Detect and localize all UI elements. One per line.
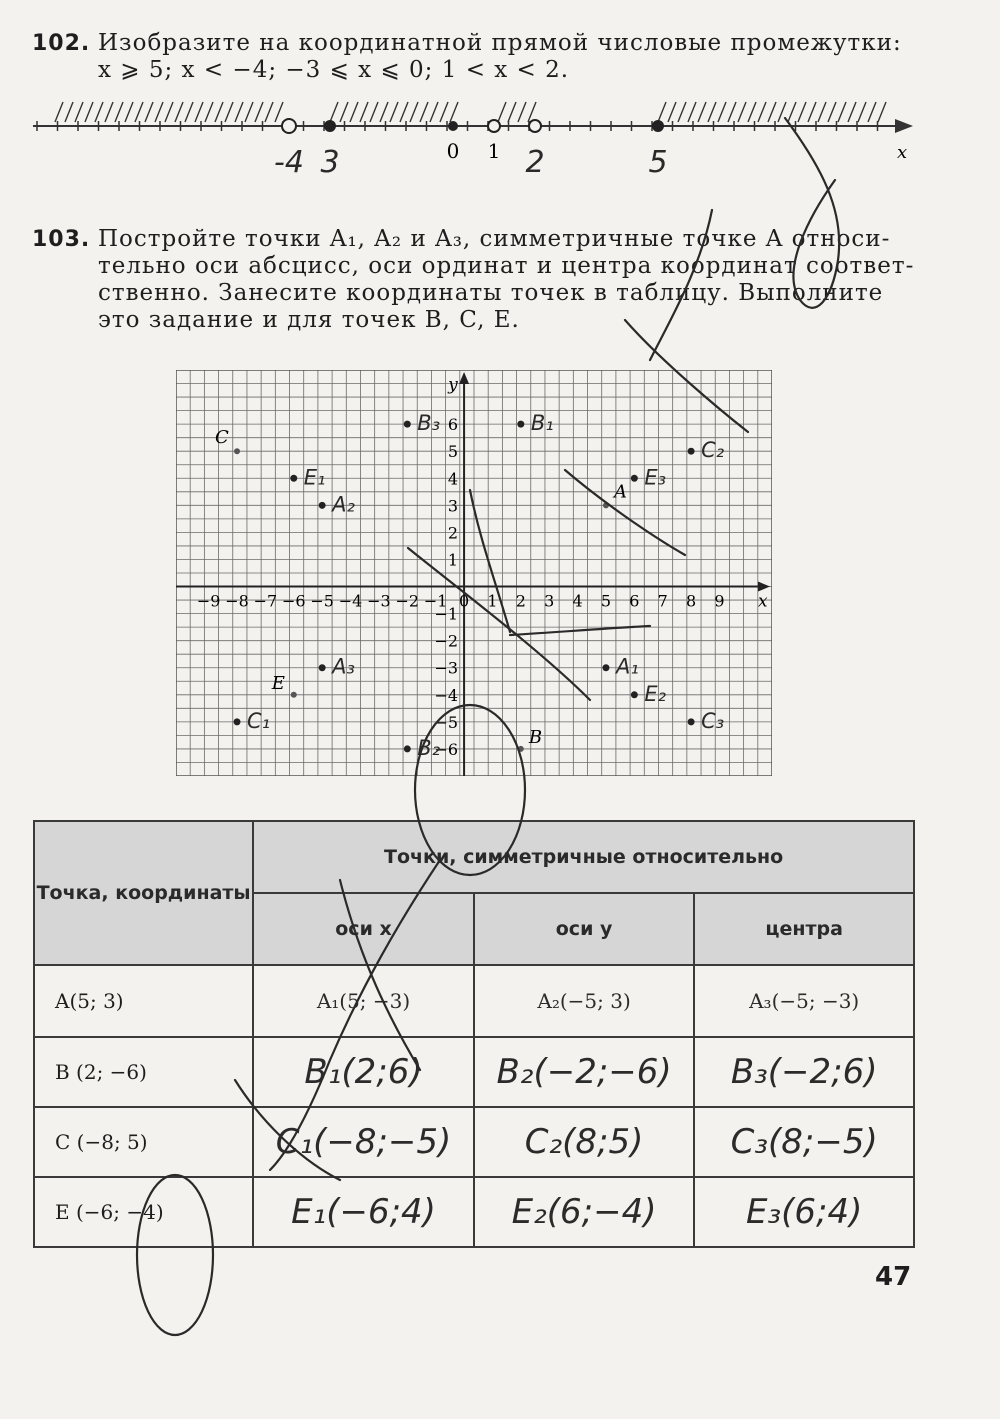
shading-hatch [798, 102, 806, 122]
handwritten-point [234, 718, 241, 725]
shading-hatch [748, 102, 756, 122]
shading-hatch [75, 102, 83, 122]
shading-hatch [235, 102, 243, 122]
shading-hatch [420, 102, 428, 122]
number-line [25, 88, 915, 183]
shading-hatch [155, 102, 163, 122]
shading-hatch [255, 102, 263, 122]
handwritten-point [602, 664, 609, 671]
cell-center: E₃(6;4) [694, 1177, 914, 1247]
open-endpoint [488, 120, 500, 132]
shading-hatch [225, 102, 233, 122]
shading-hatch [135, 102, 143, 122]
cell-axis-y: E₂(6;−4) [474, 1177, 695, 1247]
cell-axis-y: C₂(8;5) [474, 1107, 695, 1177]
open-endpoint [282, 119, 296, 133]
task-102 [32, 30, 916, 84]
x-tick-label: −9 [196, 591, 221, 611]
handwritten-point [404, 745, 411, 752]
y-tick-label: 3 [447, 496, 459, 516]
shading-hatch [95, 102, 103, 122]
shading-hatch [105, 102, 113, 122]
handwritten-point-label: B₂ [417, 735, 441, 760]
shading-hatch [370, 102, 378, 122]
task-line: это задание и для точек B, C, E. [98, 307, 520, 333]
shading-hatch [125, 102, 133, 122]
shading-hatch [678, 102, 686, 122]
x-tick-label: −1 [423, 591, 448, 611]
point-marker [518, 746, 524, 752]
row-point: E (−6; −4) [34, 1177, 253, 1247]
handwritten-point-label: A₂ [332, 492, 355, 517]
y-tick-label: −6 [434, 739, 459, 759]
handwritten-point-label: E₃ [644, 465, 667, 490]
shading-hatch [145, 102, 153, 122]
shading-hatch [498, 102, 506, 122]
shading-hatch [848, 102, 856, 122]
point-label: E [271, 672, 285, 694]
shading-hatch [340, 102, 348, 122]
task-line: тельно оси абсцисс, оси ординат и центра координат соответ- [98, 253, 915, 279]
shading-hatch [788, 102, 796, 122]
y-tick-label: 6 [447, 415, 459, 435]
handwritten-point [319, 502, 326, 509]
x-tick-label: −7 [253, 591, 278, 611]
y-tick-label: −2 [434, 631, 459, 651]
shading-hatch [195, 102, 203, 122]
shading-hatch [400, 102, 408, 122]
shading-hatch [708, 102, 716, 122]
shading-hatch [115, 102, 123, 122]
task-line: ственно. Занесите координаты точек в таблицу. Выполните [98, 280, 884, 306]
cell-axis-x: B₁(2;6) [253, 1037, 474, 1107]
header-center: центра [694, 893, 914, 965]
shading-hatch [85, 102, 93, 122]
closed-endpoint [324, 120, 336, 132]
shading-hatch [768, 102, 776, 122]
shading-hatch [275, 102, 283, 122]
handwritten-label: 3 [320, 145, 340, 180]
point-label: C [215, 427, 229, 449]
task-103 [32, 226, 916, 334]
y-tick-label: −3 [434, 658, 459, 678]
shading-hatch [165, 102, 173, 122]
point-marker [291, 692, 297, 698]
shading-hatch [360, 102, 368, 122]
shading-hatch [350, 102, 358, 122]
shading-hatch [698, 102, 706, 122]
table-row [34, 1177, 914, 1247]
task-line: Постройте точки A₁, A₂ и A₃, симметричные точке A относи- [98, 226, 891, 252]
cell-axis-y: A₂(−5; 3) [474, 965, 695, 1037]
shading-hatch [440, 102, 448, 122]
handwritten-point [319, 664, 326, 671]
x-tick-label: 3 [544, 591, 555, 611]
handwritten-point [631, 475, 638, 482]
shading-hatch [528, 102, 536, 122]
shading-hatch [390, 102, 398, 122]
table-row [34, 965, 914, 1037]
shading-hatch [658, 102, 666, 122]
row-point: A(5; 3) [34, 965, 253, 1037]
table-row [34, 1037, 914, 1107]
x-tick-label: 7 [657, 591, 668, 611]
handwritten-label: 2 [525, 145, 545, 180]
axis-label: x [897, 142, 908, 163]
shading-hatch [330, 102, 338, 122]
handwritten-label: -4 [274, 145, 304, 180]
cell-axis-x: C₁(−8;−5) [253, 1107, 474, 1177]
x-tick-label: 1 [487, 591, 498, 611]
shading-hatch [65, 102, 73, 122]
x-tick-label: −6 [281, 591, 306, 611]
x-tick-label: −8 [225, 591, 249, 611]
shading-hatch [185, 102, 193, 122]
point-label: B [528, 726, 543, 748]
shading-hatch [55, 102, 63, 122]
coordinate-grid [176, 370, 772, 776]
cell-axis-x: A₁(5; −3) [253, 965, 474, 1037]
row-point: C (−8; 5) [34, 1107, 253, 1177]
x-tick-label: 8 [686, 591, 697, 611]
tick-label: 1 [487, 139, 501, 163]
handwritten-point [290, 475, 297, 482]
shading-hatch [878, 102, 886, 122]
y-axis-label: y [448, 375, 458, 395]
handwritten-point-label: C₃ [701, 708, 725, 733]
shading-hatch [265, 102, 273, 122]
y-tick-label: 5 [447, 442, 459, 462]
x-axis-label: x [758, 591, 768, 612]
x-tick-label: −3 [367, 591, 391, 611]
shading-hatch [818, 102, 826, 122]
tick-label: 0 [446, 139, 460, 163]
shading-hatch [518, 102, 526, 122]
x-tick-label: 6 [629, 591, 640, 611]
cell-axis-y: B₂(−2;−6) [474, 1037, 695, 1107]
shading-hatch [245, 102, 253, 122]
task-text [98, 226, 916, 334]
x-tick-label: −2 [395, 591, 420, 611]
cell-center: B₃(−2;6) [694, 1037, 914, 1107]
row-point: B (2; −6) [34, 1037, 253, 1107]
header-symmetric: Точки, симметричные относительно [253, 821, 914, 893]
shading-hatch [668, 102, 676, 122]
point-marker [234, 448, 240, 454]
header-axis-y: оси y [474, 893, 695, 965]
point-label: A [613, 481, 627, 503]
header-point: Точка, координаты [34, 821, 253, 965]
point-marker [603, 502, 609, 508]
cell-center: C₃(8;−5) [694, 1107, 914, 1177]
x-tick-label: 0 [458, 591, 470, 611]
shading-hatch [808, 102, 816, 122]
x-tick-label: 9 [714, 591, 725, 611]
handwritten-point-label: C₂ [701, 438, 725, 463]
shading-hatch [738, 102, 746, 122]
y-tick-label: −1 [434, 604, 459, 624]
header-axis-x: оси x [253, 893, 474, 965]
y-tick-label: −5 [434, 712, 459, 732]
shading-hatch [430, 102, 438, 122]
axis-arrow [895, 119, 913, 133]
handwritten-point-label: E₁ [303, 465, 326, 490]
handwritten-label: 5 [648, 145, 668, 180]
x-tick-label: 5 [600, 591, 612, 611]
task-text [98, 30, 916, 84]
task-line: x ⩾ 5; x < −4; −3 ⩽ x ⩽ 0; 1 < x < 2. [98, 57, 570, 83]
x-tick-label: 4 [572, 591, 583, 611]
handwritten-point [688, 718, 695, 725]
x-tick-label: 2 [515, 591, 526, 611]
cell-center: A₃(−5; −3) [694, 965, 914, 1037]
shading-hatch [838, 102, 846, 122]
handwritten-point-label: B₃ [417, 411, 441, 436]
shading-hatch [205, 102, 213, 122]
x-tick-label: −4 [338, 591, 363, 611]
closed-endpoint [652, 120, 664, 132]
shading-hatch [868, 102, 876, 122]
shading-hatch [410, 102, 418, 122]
x-axis-arrow [758, 582, 770, 592]
y-tick-label: 2 [447, 523, 459, 543]
task-number: 102. [32, 31, 91, 56]
y-axis-arrow [459, 372, 469, 384]
handwritten-point-label: E₂ [644, 681, 667, 706]
table-row [34, 1107, 914, 1177]
open-endpoint [529, 120, 541, 132]
handwritten-point [631, 691, 638, 698]
handwritten-point-label: B₁ [530, 411, 554, 436]
handwritten-point-label: A₁ [615, 654, 639, 679]
shading-hatch [215, 102, 223, 122]
shading-hatch [175, 102, 183, 122]
x-tick-label: −5 [310, 591, 334, 611]
symmetry-table [33, 820, 915, 1248]
shading-hatch [828, 102, 836, 122]
page-number: 47 [875, 1262, 912, 1292]
handwritten-point-label: A₃ [332, 654, 355, 679]
handwritten-point [688, 448, 695, 455]
shading-hatch [508, 102, 516, 122]
shading-hatch [450, 102, 458, 122]
y-tick-label: 4 [447, 469, 459, 489]
shading-hatch [858, 102, 866, 122]
cell-axis-x: E₁(−6;4) [253, 1177, 474, 1247]
shading-hatch [778, 102, 786, 122]
handwritten-point [517, 421, 524, 428]
y-tick-label: 1 [447, 550, 459, 570]
handwritten-point [404, 421, 411, 428]
shading-hatch [728, 102, 736, 122]
shading-hatch [688, 102, 696, 122]
shading-hatch [718, 102, 726, 122]
shading-hatch [758, 102, 766, 122]
handwritten-point-label: C₁ [247, 708, 271, 733]
task-number: 103. [32, 227, 91, 252]
shading-hatch [380, 102, 388, 122]
task-line: Изобразите на координатной прямой числовые промежутки: [98, 30, 902, 56]
y-tick-label: −4 [434, 685, 459, 705]
closed-endpoint [448, 121, 458, 131]
